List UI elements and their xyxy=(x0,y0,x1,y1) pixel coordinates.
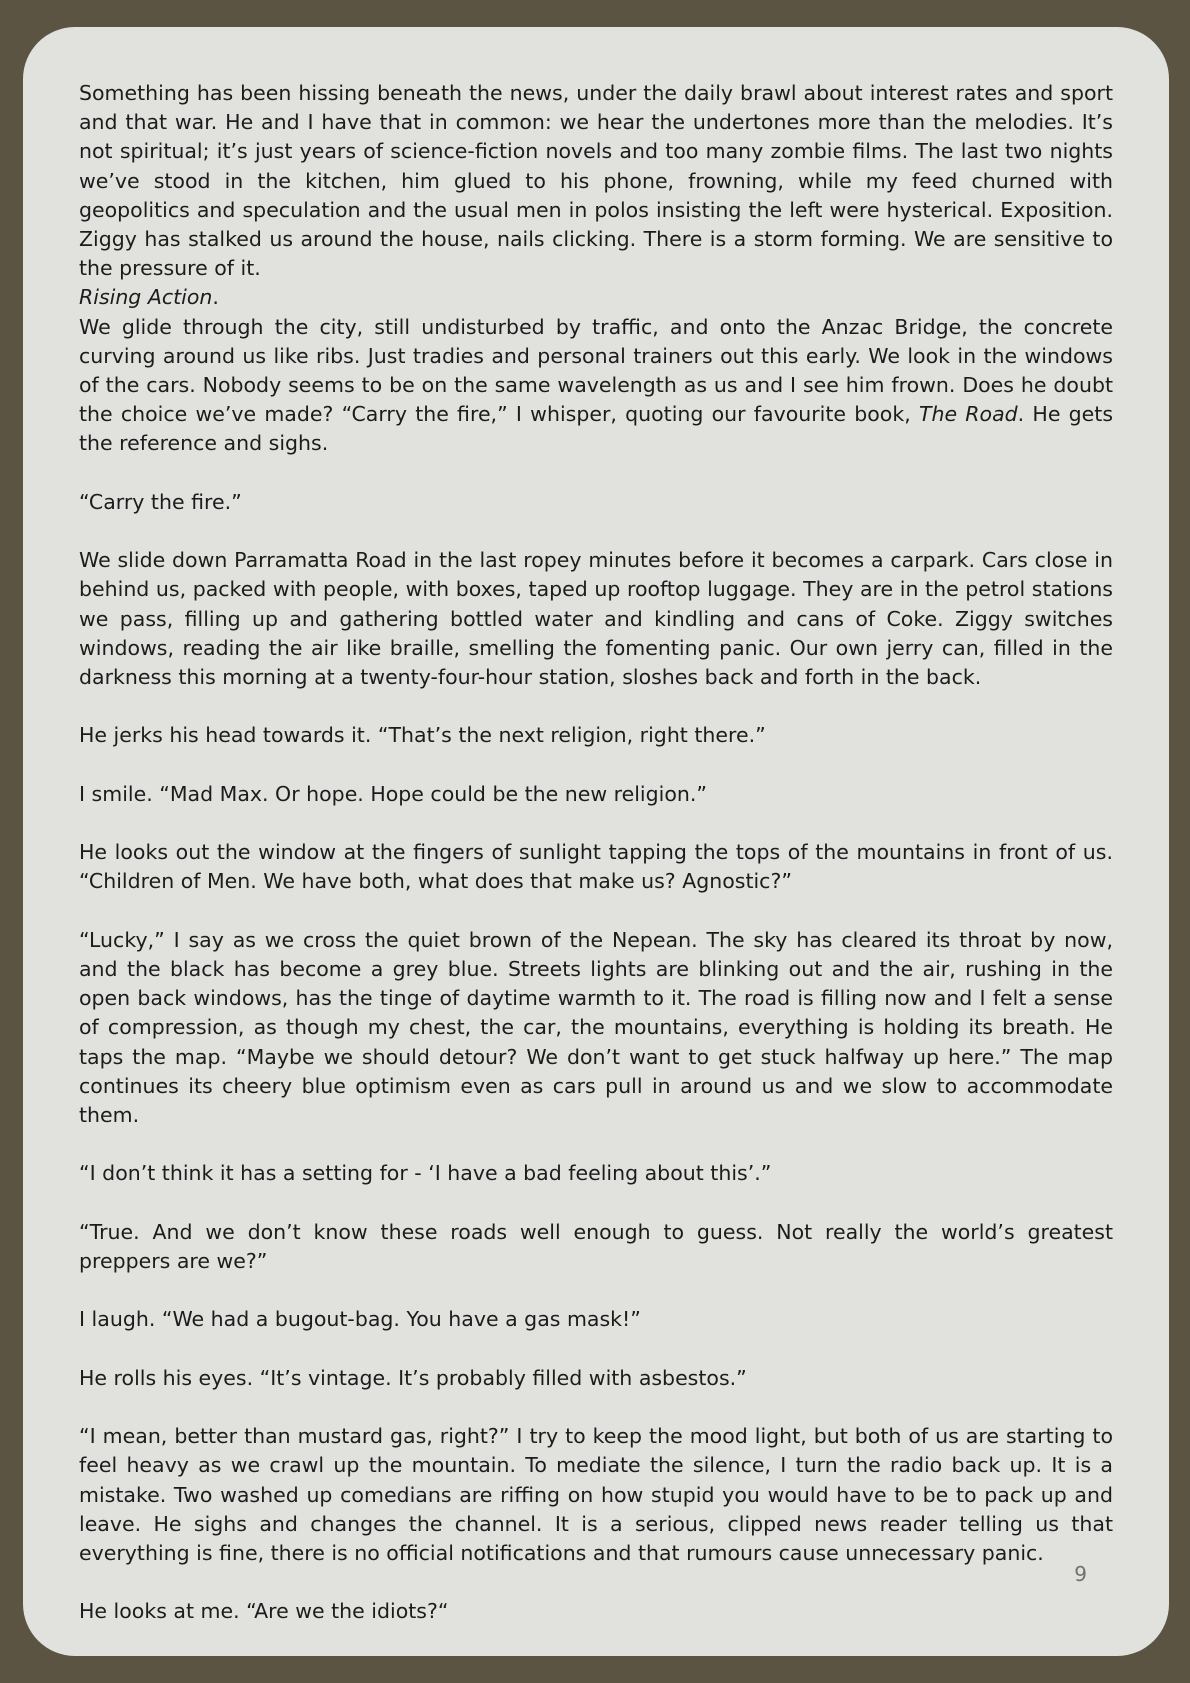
paragraph-3: “Carry the fire.” xyxy=(79,489,242,514)
paragraph-11: I laugh. “We had a bugout-bag. You have a gas mask!” xyxy=(79,1307,641,1332)
paragraph-13: “I mean, better than mustard gas, right?” I try to keep the mood light, but both of us are starting to feel heavy as we crawl up the mountain. To mediate the silence, I turn the radio back up. It is a mistake. Two washed up comedians are riffing on how stupid you would have to be to pack up and leave. He sighs and changes the channel. It is a serious, clipped news reader telling us that everything is fine, there is no official notifications and that rumours cause unnecessary panic. xyxy=(79,1424,1113,1565)
paragraph-1: Something has been hissing beneath the news, under the daily brawl about interest rates and sport and that war. He and I have that in common: we hear the undertones more than the melodies. It’s not spiritual; it’s just years of science-fiction novels and too many zombie films. The last two nights we’ve stood in the kitchen, him glued to his phone, frowning, while my feed churned with geopolitics and speculation and the usual men in polos insisting the left were hysterical. Exposition. Ziggy has stalked us around the house, nails clicking. There is a storm forming. We are sensitive to the pressure of it. Rising Action. xyxy=(79,81,1113,310)
italic-book-title: The Road xyxy=(918,402,1018,427)
paragraph-5: He jerks his head towards it. “That’s the next religion, right there.” xyxy=(79,723,766,748)
paragraph-12: He rolls his eyes. “It’s vintage. It’s probably filled with asbestos.” xyxy=(79,1365,747,1390)
page xyxy=(23,27,1169,1656)
italic-phrase-rising-action: Rising Action xyxy=(79,285,213,310)
paragraph-4: We slide down Parramatta Road in the last ropey minutes before it becomes a carpark. Cars close in behind us, packed with people, with boxes, taped up rooftop luggage. They are in the petrol stations we pass, filling up and gathering bottled water and kindling and cans of Coke. Ziggy switches windows, reading the air like braille, smelling the fomenting panic. Our own jerry can, filled in the darkness this morning at a twenty-four-hour station, sloshes back and forth in the back. xyxy=(79,548,1113,690)
paragraph-10: “True. And we don’t know these roads well enough to guess. Not really the world’s greatest preppers are we?” xyxy=(79,1219,1113,1273)
paragraph-8: “Lucky,” I say as we cross the quiet brown of the Nepean. The sky has cleared its throat by now, and the black has become a grey blue. Streets lights are blinking out and the air, rushing in the open back windows, has the tinge of daytime warmth to it. The road is filling now and I felt a sense of compression, as though my chest, the car, the mountains, everything is holding its breath. He taps the map. “Maybe we should detour? We don’t want to get stuck halfway up here.” The map continues its cheery blue optimism even as cars pull in around us and we slow to accommodate them. xyxy=(79,927,1113,1128)
paragraph-7: He looks out the window at the fingers of sunlight tapping the tops of the mountains in front of us. “Children of Men. We have both, what does that make us? Agnostic?” xyxy=(79,840,1113,894)
paragraph-2: We glide through the city, still undisturbed by traffic, and onto the Anzac Bridge, the concrete curving around us like ribs. Just tradies and personal trainers out this early. We look in the windows of the cars. Nobody seems to be on the same wavelength as us and I see him frown. Does he doubt the choice we’ve made? “Carry the fire,” I whisper, quoting our favourite book, The Road. He gets the reference and sighs. xyxy=(79,314,1113,456)
paragraph-6: I smile. “Mad Max. Or hope. Hope could be the new religion.” xyxy=(79,781,708,806)
body-text xyxy=(79,79,1113,1627)
page-number: 9 xyxy=(1074,1562,1087,1586)
paragraph-14: He looks at me. “Are we the idiots?“ xyxy=(79,1599,449,1624)
paragraph-9: “I don’t think it has a setting for - ‘I have a bad feeling about this’.” xyxy=(79,1161,772,1186)
